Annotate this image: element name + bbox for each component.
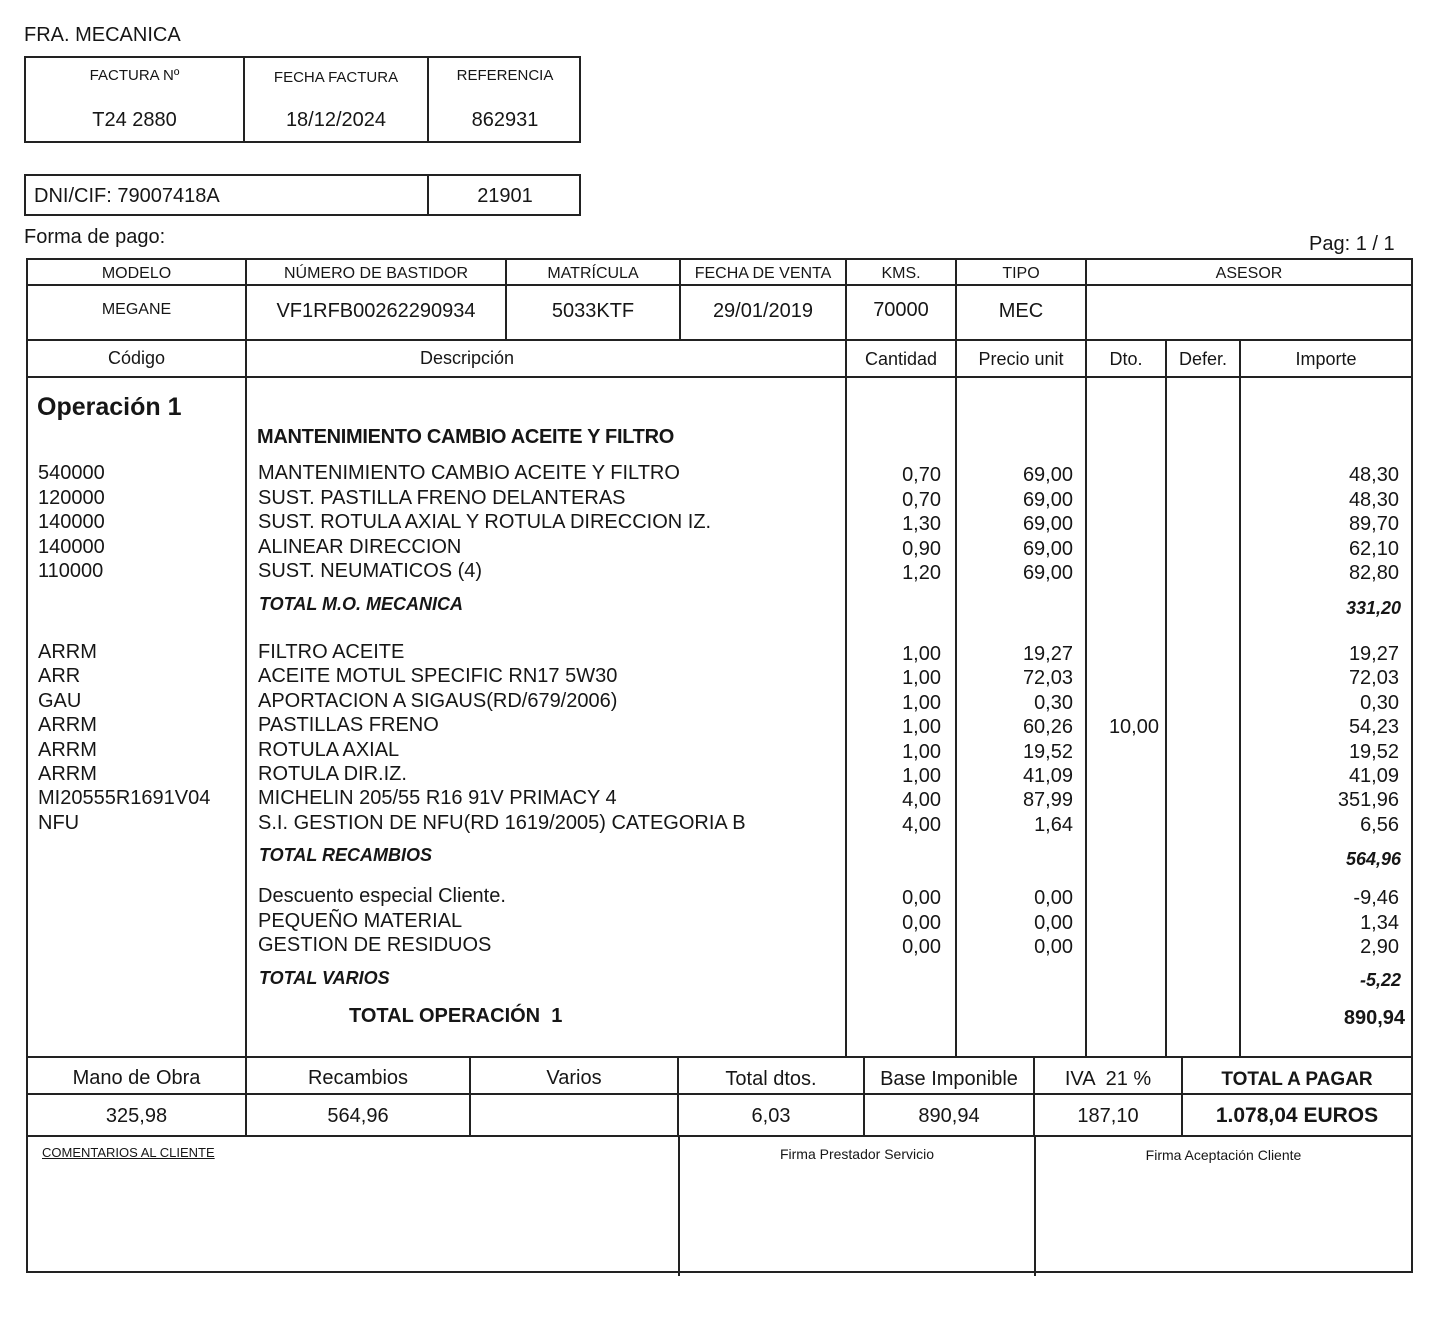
summary-recambios-value: 564,96 (327, 1105, 389, 1127)
line-descripcion: ROTULA AXIAL (258, 739, 400, 761)
line-cantidad: 0,00 (902, 936, 941, 958)
divider (26, 1093, 1413, 1095)
line-descripcion: ROTULA DIR.IZ. (258, 763, 407, 785)
summary-recambios-label: Recambios (307, 1067, 409, 1089)
line-codigo: NFU (38, 812, 80, 834)
line-descripcion: SUST. PASTILLA FRENO DELANTERAS (258, 487, 626, 509)
summary-total-pagar-value: 1.078,04 EUROS (1215, 1104, 1379, 1127)
line-precio: 0,30 (1034, 692, 1073, 714)
divider (1085, 339, 1087, 1057)
line-descripcion: SUST. ROTULA AXIAL Y ROTULA DIRECCION IZ. (258, 511, 712, 533)
line-precio: 1,64 (1034, 814, 1073, 836)
total-recambios-label: TOTAL RECAMBIOS (259, 845, 433, 865)
line-codigo: ARRM (38, 739, 97, 761)
line-cantidad: 1,00 (902, 692, 941, 714)
vehicle-header-modelo: MODELO (101, 265, 172, 282)
line-precio: 87,99 (1022, 789, 1073, 811)
line-precio: 72,03 (1022, 667, 1073, 689)
line-precio: 69,00 (1022, 562, 1073, 584)
line-codigo: 140000 (38, 511, 105, 533)
firma-prestador-label: Firma Prestador Servicio (779, 1146, 935, 1162)
firma-cliente-label: Firma Aceptación Cliente (1145, 1147, 1302, 1163)
line-codigo: MI20555R1691V04 (38, 787, 211, 809)
line-dto: 10,00 (1108, 716, 1159, 738)
col-descripcion: Descripción (419, 348, 515, 368)
line-importe: 89,70 (1348, 513, 1399, 535)
summary-mano-obra-value: 325,98 (105, 1105, 168, 1127)
line-importe: 19,52 (1348, 741, 1399, 763)
line-precio: 60,26 (1022, 716, 1073, 738)
line-cantidad: 0,90 (902, 538, 941, 560)
total-operacion-label: TOTAL OPERACIÓN 1 (349, 1005, 563, 1027)
vehicle-modelo: MEGANE (101, 301, 172, 318)
line-cantidad: 1,00 (902, 765, 941, 787)
vehicle-header-matricula: MATRÍCULA (547, 265, 639, 282)
divider (1165, 339, 1167, 1057)
vehicle-header-asesor: ASESOR (1215, 265, 1283, 282)
document-title: FRA. MECANICA (24, 24, 181, 46)
comments-label: COMENTARIOS AL CLIENTE (42, 1145, 215, 1160)
line-precio: 69,00 (1022, 489, 1073, 511)
line-descripcion: MICHELIN 205/55 R16 91V PRIMACY 4 (258, 787, 617, 809)
line-cantidad: 0,00 (902, 912, 941, 934)
divider (1411, 1136, 1413, 1273)
col-defer: Defer. (1178, 349, 1228, 369)
line-importe: 1,34 (1360, 912, 1399, 934)
line-codigo: ARRM (38, 714, 97, 736)
col-precio-unit: Precio unit (978, 349, 1064, 369)
vehicle-header-bastidor: NÚMERO DE BASTIDOR (283, 265, 468, 282)
line-cantidad: 1,20 (902, 562, 941, 584)
vehicle-matricula: 5033KTF (551, 300, 635, 322)
line-descripcion: ACEITE MOTUL SPECIFIC RN17 5W30 (258, 665, 618, 687)
line-cantidad: 0,70 (902, 464, 941, 486)
col-importe: Importe (1295, 349, 1357, 369)
line-codigo: ARRM (38, 763, 97, 785)
line-importe: 351,96 (1337, 789, 1399, 811)
forma-pago-label: Forma de pago: (24, 226, 166, 248)
line-cantidad: 1,00 (902, 716, 941, 738)
line-importe: 6,56 (1360, 814, 1399, 836)
line-precio: 0,00 (1034, 936, 1073, 958)
line-codigo: 110000 (38, 560, 104, 582)
line-descripcion: APORTACION A SIGAUS(RD/679/2006) (258, 690, 618, 712)
line-descripcion: S.I. GESTION DE NFU(RD 1619/2005) CATEGORIA B (258, 812, 746, 834)
line-precio: 69,00 (1022, 538, 1073, 560)
total-operacion-value: 890,94 (1343, 1007, 1405, 1029)
line-importe: 19,27 (1348, 643, 1399, 665)
line-importe: 54,23 (1348, 716, 1399, 738)
vehicle-header-fecha-venta: FECHA DE VENTA (694, 265, 832, 282)
line-cantidad: 1,00 (902, 667, 941, 689)
line-descripcion: FILTRO ACEITE (258, 641, 405, 663)
total-mo-value: 331,20 (1345, 598, 1401, 618)
divider (245, 339, 247, 1057)
operation-heading: MANTENIMIENTO CAMBIO ACEITE Y FILTRO (257, 426, 674, 448)
operation-title: Operación 1 (37, 393, 182, 421)
line-cantidad: 1,00 (902, 643, 941, 665)
line-precio: 41,09 (1022, 765, 1073, 787)
summary-varios-label: Varios (546, 1067, 602, 1089)
summary-total-dtos-label: Total dtos. (725, 1068, 817, 1090)
vehicle-bastidor: VF1RFB00262290934 (276, 300, 476, 322)
dni-cif: DNI/CIF: 79007418A (34, 185, 220, 207)
line-precio: 19,52 (1022, 741, 1073, 763)
divider (26, 1271, 1413, 1273)
line-importe: 0,30 (1360, 692, 1399, 714)
line-codigo: 540000 (38, 462, 105, 484)
factura-value: T24 2880 (92, 109, 177, 131)
line-descripcion: Descuento especial Cliente. (258, 885, 506, 907)
line-precio: 0,00 (1034, 912, 1073, 934)
line-cantidad: 0,00 (902, 887, 941, 909)
total-varios-label: TOTAL VARIOS (259, 968, 390, 988)
col-cantidad: Cantidad (864, 349, 938, 369)
vehicle-header-kms: KMS. (881, 265, 921, 282)
line-codigo: 120000 (38, 487, 105, 509)
line-codigo: GAU (38, 690, 82, 712)
line-importe: 48,30 (1348, 489, 1399, 511)
line-importe: 62,10 (1348, 538, 1399, 560)
vehicle-tipo: MEC (998, 300, 1044, 322)
summary-base-imponible-value: 890,94 (918, 1105, 980, 1127)
total-recambios-value: 564,96 (1345, 849, 1401, 869)
divider (26, 376, 1413, 378)
fecha-factura-value: 18/12/2024 (285, 109, 387, 131)
vehicle-kms: 70000 (873, 299, 929, 321)
fecha-factura-label: FECHA FACTURA (273, 69, 399, 86)
line-descripcion: GESTION DE RESIDUOS (258, 934, 492, 956)
line-cantidad: 4,00 (902, 814, 941, 836)
factura-label: FACTURA Nº (89, 67, 180, 84)
summary-iva-value: 187,10 (1077, 1105, 1139, 1127)
page-number: Pag: 1 / 1 (1309, 233, 1395, 255)
summary-iva-label: IVA 21 % (1064, 1068, 1152, 1090)
line-cantidad: 4,00 (902, 789, 941, 811)
line-codigo: ARR (38, 665, 81, 687)
divider (26, 1136, 28, 1273)
summary-mano-obra-label: Mano de Obra (72, 1067, 201, 1089)
line-precio: 69,00 (1022, 513, 1073, 535)
referencia-label: REFERENCIA (456, 67, 554, 84)
line-importe: 48,30 (1348, 464, 1399, 486)
summary-base-imponible-label: Base Imponible (880, 1068, 1018, 1090)
line-descripcion: SUST. NEUMATICOS (4) (258, 560, 483, 582)
summary-total-pagar-label: TOTAL A PAGAR (1221, 1069, 1373, 1090)
line-cantidad: 1,00 (902, 741, 941, 763)
line-codigo: ARRM (38, 641, 97, 663)
referencia-value: 862931 (471, 109, 539, 131)
line-codigo: 140000 (38, 536, 105, 558)
total-mo-label: TOTAL M.O. MECANICA (259, 594, 463, 614)
line-importe: -9,46 (1353, 887, 1399, 909)
vehicle-header-tipo: TIPO (1002, 265, 1040, 282)
line-descripcion: MANTENIMIENTO CAMBIO ACEITE Y FILTRO (258, 462, 680, 484)
line-importe: 2,90 (1360, 936, 1399, 958)
line-precio: 19,27 (1022, 643, 1073, 665)
line-importe: 72,03 (1348, 667, 1399, 689)
vehicle-fecha-venta: 29/01/2019 (712, 300, 814, 322)
line-importe: 41,09 (1348, 765, 1399, 787)
total-varios-value: -5,22 (1359, 970, 1401, 990)
client-code: 21901 (477, 185, 533, 207)
divider (26, 1056, 1413, 1058)
summary-total-dtos-value: 6,03 (751, 1105, 791, 1127)
line-precio: 69,00 (1022, 464, 1073, 486)
divider (26, 284, 1413, 286)
line-descripcion: ALINEAR DIRECCION (258, 536, 462, 558)
line-importe: 82,80 (1348, 562, 1399, 584)
col-codigo: Código (107, 348, 166, 368)
line-descripcion: PEQUEÑO MATERIAL (258, 910, 463, 932)
col-dto: Dto. (1109, 349, 1143, 369)
line-descripcion: PASTILLAS FRENO (258, 714, 439, 736)
line-cantidad: 1,30 (902, 513, 941, 535)
line-cantidad: 0,70 (902, 489, 941, 511)
line-precio: 0,00 (1034, 887, 1073, 909)
divider (26, 339, 1413, 341)
